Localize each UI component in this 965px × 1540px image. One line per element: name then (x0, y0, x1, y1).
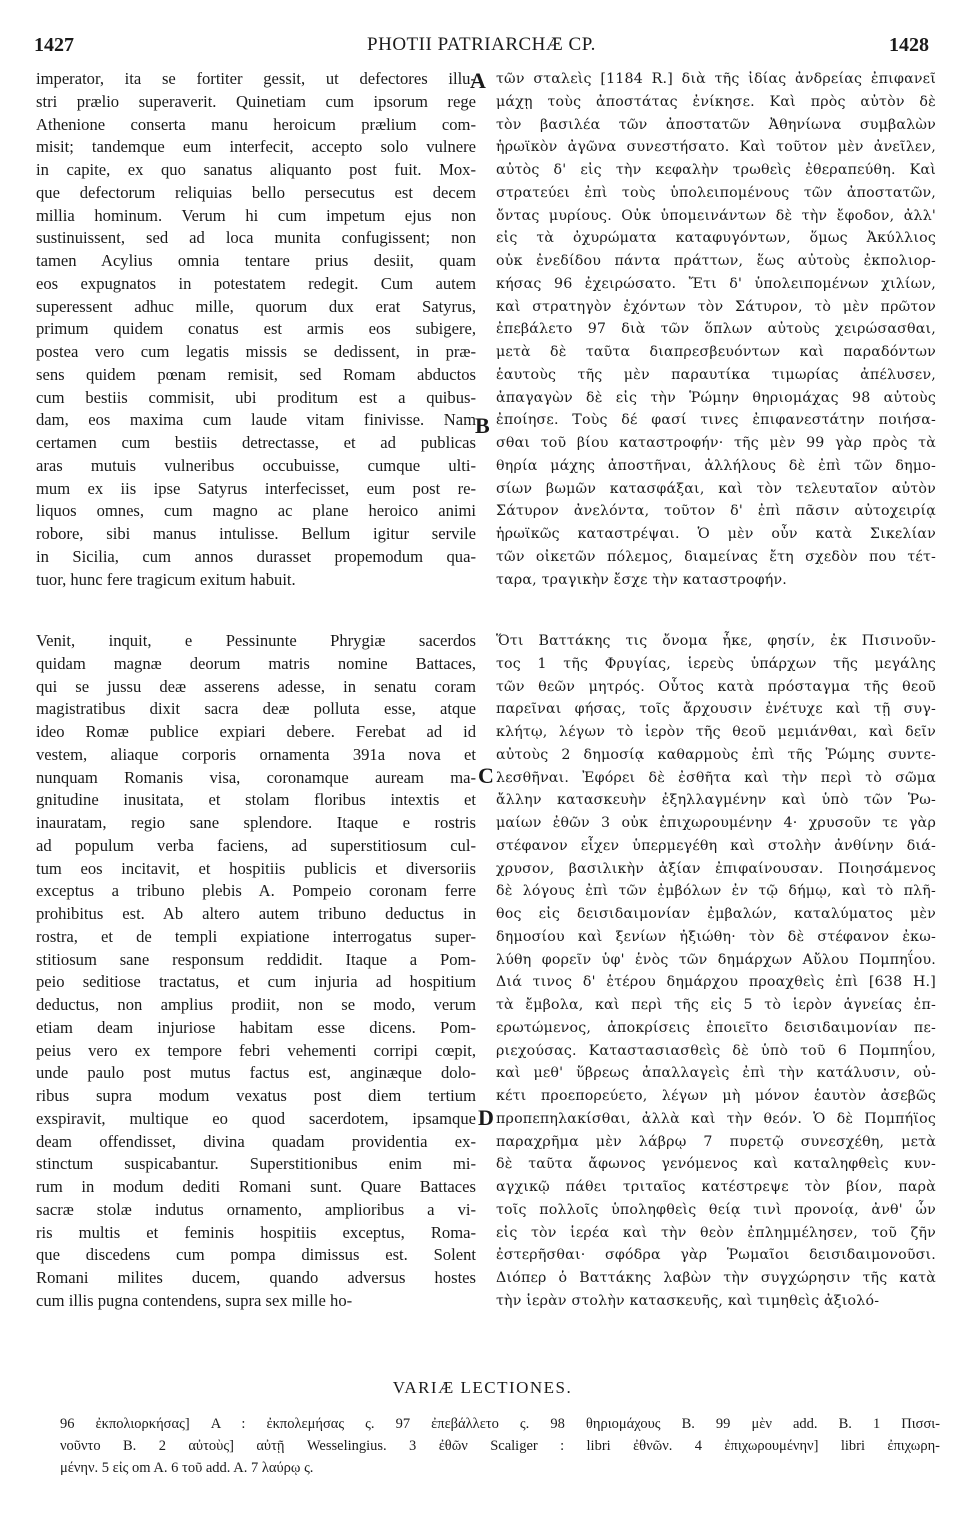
latin-text-line: certamen cum bestiis detrectasse, et ad publicas (36, 433, 476, 452)
latin-text-line: inauratam, regio sane splendore. Itaque e rostris (36, 813, 476, 832)
greek-text-line: τὰ ἔμβολα, καὶ περὶ τῆς εἰς 5 τὸ ἱερὸν ἁγνείας ἐπ- (496, 997, 936, 1013)
latin-text-line: rum in modum dediti Romani sunt. Quare Battaces (36, 1177, 476, 1196)
latin-text-line: dam, eos maxima cum laude vitam finivisse. Nam (36, 410, 476, 430)
latin-text-line: in capite, ex quo sanatus aliquanto post fuit. Mox- (36, 160, 476, 179)
latin-text-line: prohibitus est. Ab altero autem tribuno deductus in (36, 904, 476, 923)
greek-text-line: ερωτώμενος, ἀποκρίσεις ἐποιεῖτο δεισιδαιμονίαν πε- (496, 1019, 936, 1036)
latin-text-line: cum illis pugna contendens, supra sex mille ho- (36, 1290, 353, 1310)
page-header (34, 34, 929, 64)
latin-text-line: sens quidem pœnam remisit, sed Romam abductos (36, 364, 476, 384)
latin-text-line: postea vero cum legatis missis se dedissent, in præ- (36, 342, 476, 361)
latin-text-line: tum eos incitavit, et hospitiis publicis et diversoriis (36, 858, 476, 878)
variant-note-line: νοῦντο B. 2 αὐτοὺς] αὐτῇ Wesselingius. 3 ἐθῶν Scaliger : libri ἐθνῶν. 4 ἐπιχωρουμένην] libri ἐπιχωρη- (60, 1438, 940, 1454)
greek-text-line: ἡρωϊκὸν ἀγῶνα συνεστήσατο. Καὶ τοῦτον μὲν ἀνεῖλεν, (496, 139, 936, 156)
greek-text-line: αὐτοὺς 2 δημοσίᾳ καθαρμοὺς ἐπὶ τῆς Ῥώμης συντε- (496, 746, 936, 763)
latin-text-line: sacræ stolæ indutus ornamento, amplioribus a vi- (36, 1199, 476, 1219)
greek-text-line: δὲ ταῦτα ἄφωνος γενόμενος καὶ καταληφθεὶς κυν- (496, 1156, 936, 1173)
greek-text-line: εἰς τὸν ἱερέα καὶ τὴν θεὸν ἐπλημμέλησεν, τοῦ ζῆν (496, 1224, 936, 1241)
greek-text-line: ἄλλην κατασκευὴν ἐξηλλαγμένην καὶ ὑπὸ τῶν Ῥω- (496, 792, 936, 809)
greek-text-line: Σάτυρον ἀνελόντα, τοῦτον δ' ἐπὶ πᾶσιν αὐτοχειρίᾳ (496, 503, 936, 520)
latin-text-line: cum bestiis commisit, ubi proditum est a quibus- (36, 387, 476, 407)
latin-text-line: sustinuissent, sed ad loca munita confugissent; non (36, 228, 476, 248)
latin-text-line: unde paulo post mutus factus est, anginæque dolo- (36, 1063, 476, 1083)
latin-text-line: peius vero ex tempore febri vehementi corripi cœpit, (36, 1040, 476, 1060)
greek-text-line: εἰς τὰ ὀχυρώματα καταφυγόντων, ὅμως Ἀκύλλιος (496, 230, 936, 247)
greek-text-line: αὐτὸς δ' εἰς τὴν κεφαλὴν τρωθεὶς ἐθεραπεύθη. Καὶ (496, 162, 936, 178)
greek-text-line: θος εἰς δεισιδαιμονίαν ἐμβαλών, καταλύματος μὲν (496, 906, 936, 922)
greek-text-line: προπεπηλακίσθαι, ἀλλὰ καὶ τὴν θεόν. Ὁ δὲ Πομπήϊος (496, 1110, 936, 1127)
greek-text-line: τοῖς πολλοῖς ὑποληφθεὶς θείᾳ τινὶ προνοίᾳ, ἀνθ' ὧν (496, 1201, 936, 1218)
greek-text-line: μαίων ἐθῶν 3 οὐκ ἐπιχωρουμένην 4· χρυσοῦν τε γὰρ (496, 815, 936, 831)
latin-column-top (36, 68, 476, 591)
greek-text-line: τὴν ἱερὰν στολὴν κατασκευῆς, καὶ τιμηθεὶς ἀξιολό- (496, 1292, 880, 1309)
greek-text-line: ἀπαγαγὼν δὲ εἰς τὴν Ῥώμην θηριομάχας 98 αὐτοὺς (496, 389, 936, 406)
latin-text-line: ris multis et feminis hospitiis exceptus, Roma- (36, 1222, 476, 1242)
latin-text-line: stinctum suspicabantur. Superstitionibus enim mi- (36, 1154, 476, 1174)
greek-text-line: Ὅτι Βαττάκης τις ὄνομα ἧκε, φησίν, ἐκ Πισινοῦν- (496, 633, 936, 649)
latin-text-line: exceptus a tribuno plebis A. Pompeio coronam ferre (36, 881, 476, 901)
latin-text-line: stitiosum sane responsum reddidit. Itaque a Pom- (36, 949, 476, 969)
greek-text-line: τῶν θεῶν μητρός. Οὗτος κατὰ πρόσταγμα τῆς θεοῦ (496, 678, 936, 695)
greek-column-bottom (496, 630, 936, 1313)
greek-text-line: αγχικῷ πάθει τριταῖος κατέστρεψε τὸν βίον, παρὰ (496, 1179, 936, 1195)
latin-text-line: stri prælio superaverit. Quinetiam cum ipsorum rege (36, 91, 476, 111)
variant-readings-notes (60, 1413, 940, 1479)
latin-text-line: vestem, aliaque corporis ornamenta 391a nova et (36, 744, 476, 764)
latin-text-line: gnitudine inusitata, et stolam floribus intextis et (36, 790, 476, 810)
greek-text-line: θηρία μάχης ἀποστῆναι, ἀλλήλους δὲ ἐπὶ τῶν δημο- (496, 457, 936, 474)
greek-text-line: λύθη φορεῖν ὑφ' ἑνὸς τῶν δημάρχων Αὔλου Πομπηΐου. (496, 951, 936, 968)
latin-text-line: superessent adhuc mille, quorum dux erat Satyrus, (36, 296, 476, 316)
latin-column-bottom (36, 630, 476, 1313)
latin-text-line: Venit, inquit, e Pessinunte Phrygiæ sacerdos (36, 631, 476, 650)
greek-text-line: τῶν οἰκετῶν πόλεμος, διαμείνας ἔτη σχεδὸν που τέτ- (496, 548, 936, 565)
latin-text-line: magistratibus dixit sacra deæ polluta esse, atque (36, 699, 476, 719)
latin-text-line: etiam deam injuriose habitam esse dicens. Pom- (36, 1017, 476, 1037)
latin-text-line: tamen Acylius omnia tentare prius desiit, quam (36, 251, 476, 270)
section-marker-a: A (470, 68, 486, 93)
latin-text-line: in Sicilia, cum annos durasset propemodum qua- (36, 546, 476, 566)
latin-text-line: ad populum verba faciens, ad superstitiosum cul- (36, 835, 476, 855)
greek-text-line: κλήτῳ, λέγων τὸ ἱερὸν τῆς θεοῦ μεμιάνθαι, καὶ δεῖν (496, 724, 936, 740)
greek-text-line: δὲ λόγους ἐπὶ τῶν ἐμβόλων ἐν τῷ δήμῳ, καὶ τὸ πλῆ- (496, 883, 936, 900)
greek-text-line: ἡρωϊκῶς καταστρέψαι. Ὁ μὲν οὖν κατὰ Σικελίαν (496, 526, 936, 542)
greek-text-line: ἐστερῆσθαι· σφόδρα γὰρ Ῥωμαῖοι δεισιδαιμονοῦσι. (496, 1247, 936, 1264)
greek-column-top (496, 68, 936, 591)
variae-lectiones-heading: VARIÆ LECTIONES. (392, 1378, 573, 1397)
right-page-number: 1428 (889, 34, 929, 56)
running-title: PHOTII PATRIARCHÆ CP. (367, 34, 596, 55)
greek-text-line: Διόπερ ὁ Βαττάκης λαβὼν τὴν συγχώρησιν τῆς κατὰ (496, 1270, 936, 1286)
latin-text-line: imperator, ita se fortiter gessit, ut defectores illu- (36, 69, 476, 88)
greek-text-line: ἐπεβάλετο 97 διὰ τῶν ὅπλων αὐτοὺς χειρώσασθαι, (496, 321, 936, 338)
latin-text-line: ideo Romæ publice expiari debere. Ferebat ad id (36, 722, 476, 741)
latin-text-line: liquos omnes, cum magno ac plane heroico animi (36, 501, 476, 521)
greek-text-line: δημοσίου καὶ ξενίων ἠξιώθη· τὸν δὲ στέφανον ἐκω- (496, 928, 936, 945)
latin-text-line: Romani milites ducem, quando adversus hostes (36, 1268, 476, 1287)
greek-text-line: ἑαυτοὺς τῆς μὲν παραυτίκα τιμωρίας ἀπέλυσεν, (496, 366, 936, 383)
greek-text-line: ταρα, τραγικὴν ἔσχε τὴν καταστροφήν. (496, 571, 787, 588)
greek-text-line: στέφανον εἶχεν ὑπερμεγέθη καὶ στολὴν ἀνθίνην διά- (496, 837, 936, 854)
greek-text-line: Διά τινος δ' ἑτέρου δημάρχου προαχθεὶς ἐπὶ [638 H.] (496, 974, 936, 991)
latin-text-line: deam offendisset, divina quadam providentia ex- (36, 1131, 476, 1151)
left-page-number: 1427 (34, 34, 74, 56)
latin-text-line: misit; tandemque eum interfecit, accepto solo vulnere (36, 137, 476, 157)
greek-text-line: καὶ στρατηγὸν ἐχόντων τὸν Σάτυρον, τὸ μὲν πρῶτον (496, 298, 936, 315)
greek-text-line: στρατεύει ἐπὶ τοὺς ὑπολειπομένους τῶν ἀποστατῶν, (496, 184, 936, 201)
greek-text-line: μάχῃ τοὺς ἀποστάτας ἐνίκησε. Καὶ πρὸς αὐτὸν δὲ (496, 93, 936, 110)
latin-text-line: que defectorum reliquias bello persecutus est decem (36, 182, 476, 202)
latin-text-line: eos expugnatos in potestatem redegit. Cum autem (36, 273, 476, 293)
latin-text-line: ribus supra modum vexatus post diem tertium (36, 1086, 476, 1105)
greek-text-line: σθαι τοῦ βίου καταστροφήν· τῆς μὲν 99 γὰρ πρὸς τὰ (496, 435, 936, 451)
variant-note-line: 96 ἐκπολιορκήσας] A : ἐκπολεμήσας ς. 97 ἐπεβάλλετο ς. 98 θηριομάχους B. 99 μὲν add. B. 1 Πισσι- (60, 1416, 940, 1432)
latin-text-line: rostra, et de templi expiatione interrogatus super- (36, 926, 476, 946)
greek-text-line: ἐποίησε. Τοὺς δέ φασί τινες ἐπιφανεστάτην ποιήσα- (496, 412, 936, 429)
latin-text-line: peio seditiose tractatus, et cum injuria ad hospitium (36, 972, 476, 992)
latin-text-line: aras mutuis vulneribus occubuisse, cumque ulti- (36, 455, 476, 475)
variant-note-line: μένην. 5 εἰς om A. 6 τοῦ add. A. 7 λαύρῳ ς. (60, 1460, 314, 1476)
greek-text-line: καὶ μεθ' ὕβρεως ἀπαλλαγεὶς ἐπὶ τὴν κατάλυσιν, οὐ- (496, 1065, 936, 1082)
greek-text-line: λεσθῆναι. Ἐφόρει δὲ ἐσθῆτα καὶ τὴν περὶ τὸ σῶμα (496, 769, 936, 786)
section-marker-b: B (475, 413, 490, 438)
greek-text-line: κέτι προεπορεύετο, λέγων μὴ μόνον ἑαυτὸν ἀσεβῶς (496, 1088, 936, 1104)
greek-text-line: οὐκ ἐνεδίδου πάντα πράττων, ἕως αὐτοὺς ἐκπολιορ- (496, 253, 936, 269)
greek-text-line: τὸν βασιλέα τῶν ἀποστατῶν Ἀθηνίωνα συμβαλὼν (496, 116, 936, 133)
latin-text-line: qui se jussu deæ asserens adesse, in senatu coram (36, 676, 476, 696)
latin-text-line: tuor, hunc fere tragicum exitum habuit. (36, 569, 296, 589)
latin-text-line: mum ex iis ipse Satyrus interfecisset, eum post re- (36, 478, 476, 498)
latin-text-line: millia hominum. Verum hi cum impetum ejus non (36, 205, 476, 225)
greek-text-line: χρυσον, βασιλικὴν ἀξίαν ἐπιφαίνουσαν. Ποιησάμενος (496, 860, 936, 877)
latin-text-line: robore, sibi manus intulisse. Bellum igitur servile (36, 524, 476, 543)
latin-text-line: deductus, non amplius prodiit, non se modo, verum (36, 995, 476, 1014)
greek-text-line: παρεῖναι φήσας, τοῖς ἄρχουσιν ἐνέτυχε καὶ τῇ συγ- (496, 701, 936, 718)
greek-text-line: τος 1 τῆς Φρυγίας, ἱερεὺς ὑπάρχων τῆς μεγάλης (496, 655, 936, 672)
greek-text-line: σίων βωμῶν κατασφάξαι, καὶ τὸν τελευταῖον αὐτὸν (496, 480, 936, 497)
latin-text-line: nunquam Romanis visa, coronamque auream ma- (36, 767, 476, 787)
greek-text-line: τῶν σταλεὶς [1184 R.] διὰ τῆς ἰδίας ἀνδρείας ἐπιφανεῖ (496, 71, 936, 87)
latin-text-line: exspiravit, multique eo quod sacerdotem, ipsamque (36, 1108, 476, 1128)
latin-text-line: quidam magnæ deorum matris nomine Battaces, (36, 653, 476, 673)
section-marker-d: D (478, 1105, 494, 1130)
greek-text-line: ὄντας μυρίους. Οὐκ ὑπομεινάντων δὲ τὴν ἔφοδον, ἀλλ' (496, 207, 936, 224)
greek-text-line: παραχρῆμα μὲν λάβρῳ 7 πυρετῷ συνεσχέθη, μετὰ (496, 1133, 936, 1150)
greek-text-line: κήσας 96 ἐχειρώσατο. Ἔτι δ' ὑπολειπομένων χιλίων, (496, 275, 936, 292)
latin-text-line: Athenione conserta manu heroicum prælium com- (36, 114, 476, 134)
latin-text-line: primum quidem conatus est armis eos subigere, (36, 319, 476, 339)
latin-text-line: que discedens cum pompa dimissus est. Solent (36, 1245, 476, 1265)
section-marker-c: C (478, 763, 494, 788)
greek-text-line: μετὰ δὲ ταῦτα διαπρεσβευόντων καὶ παραδόντων (496, 344, 936, 360)
greek-text-line: ριεχούσας. Καταστασιασθεὶς δὲ ὑπὸ τοῦ 6 Πομπηΐου, (496, 1042, 936, 1059)
